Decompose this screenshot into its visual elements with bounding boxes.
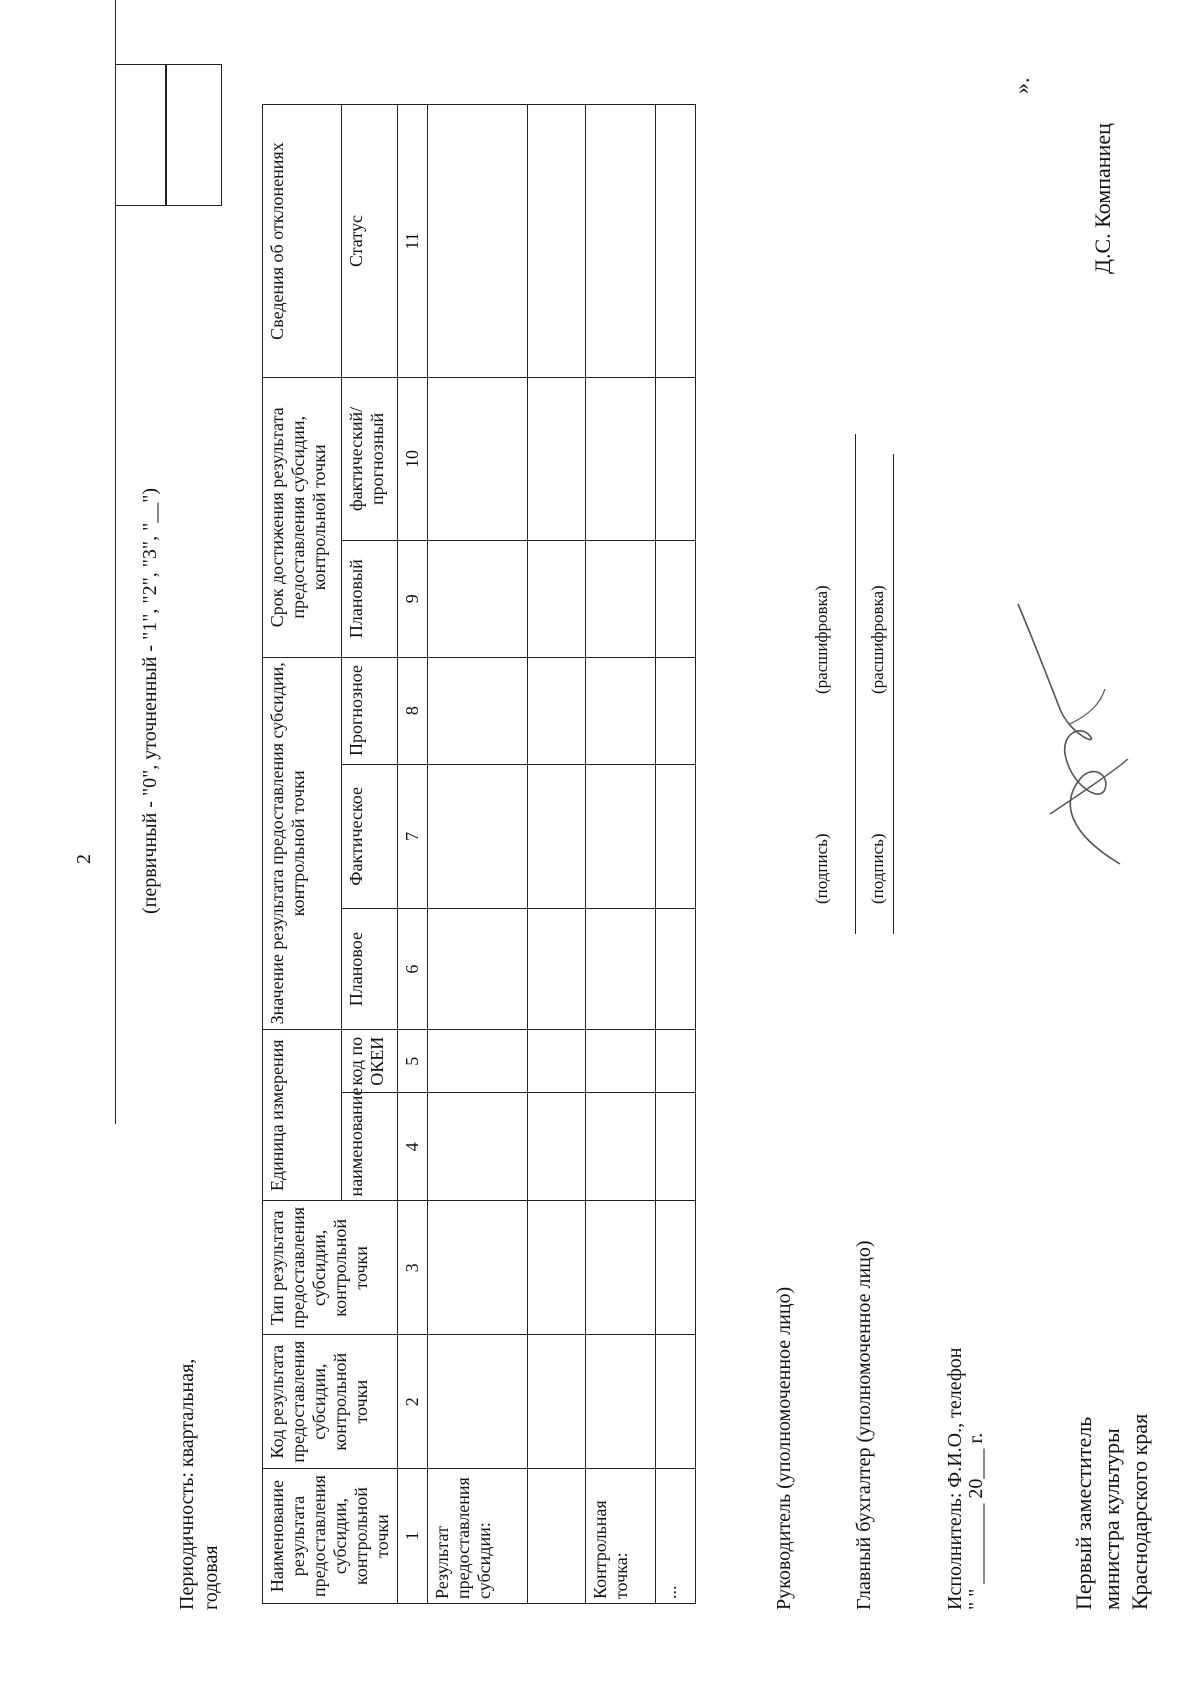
header-deviation-group: Сведения об отклонениях xyxy=(263,105,342,378)
accountant-decode-line xyxy=(893,454,894,774)
header-unit-group: Единица измерения xyxy=(263,1030,342,1201)
column-number: 6 xyxy=(398,909,428,1030)
accountant-signature-caption: (подпись) xyxy=(868,833,887,904)
header-code: Код результата предоставления субсидии, контрольной точки xyxy=(263,1335,398,1469)
date-line: " " ________ 20___ г. xyxy=(965,1432,987,1610)
head-decode-caption: (расшифровка) xyxy=(812,585,831,694)
row-label-result: Результат предоставления субсидии: xyxy=(428,1469,528,1604)
column-number: 7 xyxy=(398,764,428,909)
column-number: 3 xyxy=(398,1201,428,1335)
header-term-planned: Плановый xyxy=(342,540,398,657)
header-actual: Фактическое xyxy=(342,764,398,909)
column-number: 5 xyxy=(398,1030,428,1093)
handwritten-signature xyxy=(1010,594,1140,874)
header-status: Статус xyxy=(342,105,398,378)
header-planned: Плановое xyxy=(342,909,398,1030)
closing-quote: ». xyxy=(1009,77,1034,94)
header-type: Тип результата предоставления субсидии, контрольной точки xyxy=(263,1201,398,1335)
head-signature-caption: (подпись) xyxy=(812,833,831,904)
head-label: Руководитель (уполномоченное лицо) xyxy=(773,1286,795,1610)
column-number: 11 xyxy=(398,105,428,378)
column-numbers-row xyxy=(398,105,428,1604)
head-decode-line xyxy=(855,434,856,774)
executor-label: Исполнитель: Ф.И.О., телефон xyxy=(944,1347,966,1610)
column-number: 10 xyxy=(398,378,428,541)
header-okei: код по ОКЕИ xyxy=(342,1030,398,1093)
column-number: 4 xyxy=(398,1093,428,1201)
table-row xyxy=(586,105,656,1604)
row-label-checkpoint: Контрольная точка: xyxy=(586,1469,656,1604)
page-number: 2 xyxy=(73,854,95,864)
accountant-signature-line xyxy=(893,774,894,934)
column-number: 2 xyxy=(398,1335,428,1469)
official-name: Д.С. Компаниец xyxy=(1090,123,1115,274)
table-row xyxy=(428,105,528,1604)
footer-position: Первый заместитель министра культуры Краснодарского края xyxy=(1071,1413,1152,1610)
code-box-upper xyxy=(115,64,167,206)
header-forecast: Прогнозное xyxy=(342,657,398,764)
column-number: 1 xyxy=(398,1469,428,1604)
report-table xyxy=(262,104,696,1604)
column-number: 8 xyxy=(398,657,428,764)
header-name: Наименование результата предоставления субсидии, контрольной точки xyxy=(263,1469,398,1604)
version-note: (первичный - "0", уточненный - "1", "2", "3", "__") xyxy=(139,487,161,914)
code-box-lower xyxy=(165,64,222,206)
table-row xyxy=(656,105,696,1604)
head-signature-line xyxy=(855,774,856,934)
row-label-empty xyxy=(528,1469,586,1604)
periodicity-label: Периодичность: квартальная, годовая xyxy=(176,1358,222,1610)
accountant-decode-caption: (расшифровка) xyxy=(868,585,887,694)
header-unit-name: наименование xyxy=(342,1093,398,1201)
header-term-group: Срок достижения результата предоставления субсидии, контрольной точки xyxy=(263,378,342,657)
header-value-group: Значение результата предоставления субсидии, контрольной точки xyxy=(263,657,342,1030)
header-term-actual: фактический/прогнозный xyxy=(342,378,398,541)
column-number: 9 xyxy=(398,540,428,657)
accountant-label: Главный бухгалтер (уполномоченное лицо) xyxy=(853,1240,875,1610)
row-label-ellipsis: ... xyxy=(656,1469,696,1604)
table-row xyxy=(528,105,586,1604)
